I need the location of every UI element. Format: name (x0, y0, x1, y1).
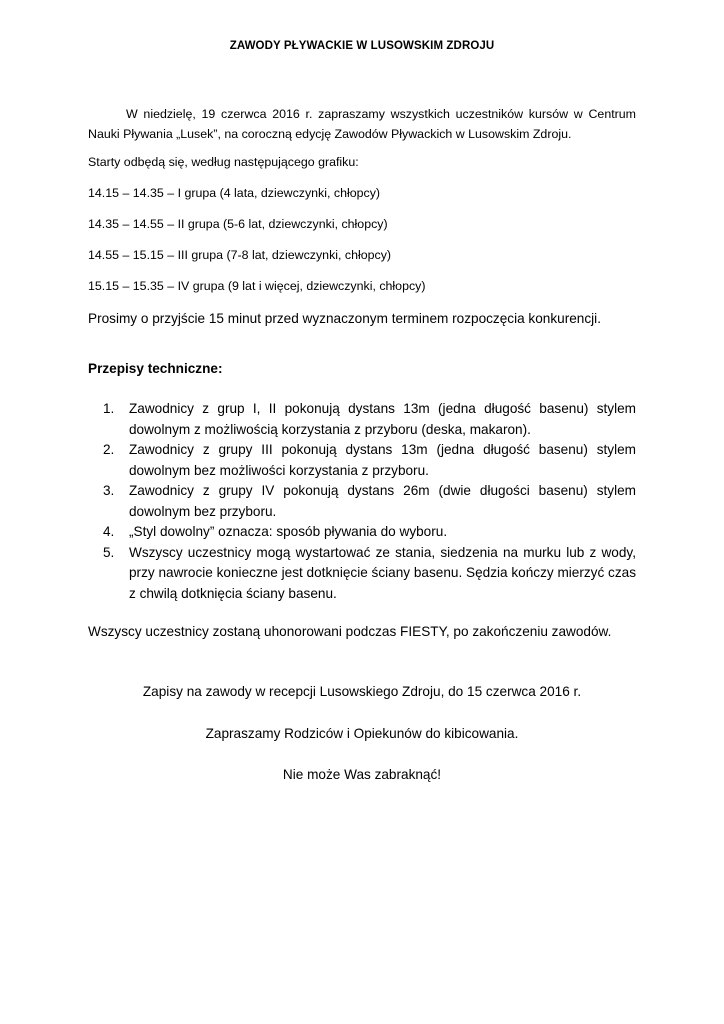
rules-list (103, 399, 636, 604)
rule-number: 4. (103, 524, 115, 539)
schedule-item-4: 15.15 – 15.35 – IV grupa (9 lat i więcej, dziewczynki, chłopcy) (88, 279, 426, 293)
schedule-item-1: 14.15 – 14.35 – I grupa (4 lata, dziewczynki, chłopcy) (88, 186, 381, 200)
rule-number: 1. (103, 401, 115, 416)
arrival-note: Prosimy o przyjście 15 minut przed wyznaczonym terminem rozpoczęcia konkurencji. (88, 311, 601, 326)
rule-text: Zawodnicy z grupy IV pokonują dystans 26m (dwie długości basenu) stylem dowolnym bez przyboru. (129, 483, 636, 519)
rule-number: 5. (103, 544, 115, 560)
rule-item (103, 399, 636, 440)
rule-number: 3. (103, 483, 115, 498)
registration-note: Zapisy na zawody w recepcji Lusowskiego Zdroju, do 15 czerwca 2016 r. (142, 684, 582, 699)
rule-text: Wszyscy uczestnicy mogą wystartować ze stania, siedzenia na murku lub z wody, przy nawrocie konieczne jest dotknięcie ściany basenu. Sędzia kończy mierzyć czas z chwilą dotknięcia ściany basenu. (129, 544, 636, 601)
rule-item (103, 481, 636, 522)
schedule-intro: Starty odbędą się, według następującego grafiku: (88, 155, 359, 169)
rules-heading: Przepisy techniczne: (88, 361, 223, 376)
schedule-item-3: 14.55 – 15.15 – III grupa (7-8 lat, dziewczynki, chłopcy) (88, 248, 392, 262)
rule-text: Zawodnicy z grupy III pokonują dystans 13m (jedna długość basenu) stylem dowolnym bez możliwości korzystania z przyboru. (129, 442, 636, 478)
rule-item (103, 440, 636, 481)
schedule-item-2: 14.35 – 14.55 – II grupa (5-6 lat, dziewczynki, chłopcy) (88, 217, 388, 231)
invitation-note: Zapraszamy Rodziców i Opiekunów do kibicowania. (205, 726, 519, 741)
rule-text: „Styl dowolny” oznacza: sposób pływania do wyboru. (129, 524, 448, 539)
document-title: ZAWODY PŁYWACKIE W LUSOWSKIM ZDROJU (229, 40, 495, 52)
rule-item (103, 522, 636, 543)
rule-item (103, 543, 636, 605)
awards-note: Wszyscy uczestnicy zostaną uhonorowani podczas FIESTY, po zakończeniu zawodów. (88, 624, 612, 639)
rule-text: Zawodnicy z grup I, II pokonują dystans 13m (jedna długość basenu) stylem dowolnym z możliwością korzystania z przyboru (deska, makaron). (129, 401, 636, 437)
rule-number: 2. (103, 442, 115, 457)
intro-paragraph (88, 104, 636, 144)
closing-note: Nie może Was zabraknąć! (282, 767, 442, 782)
intro-text: W niedzielę, 19 czerwca 2016 r. zapraszamy wszystkich uczestników kursów w Centrum Nauki Pływania „Lusek”, na coroczną edycję Zawodów Pływackich w Lusowskim Zdroju. (88, 107, 636, 141)
